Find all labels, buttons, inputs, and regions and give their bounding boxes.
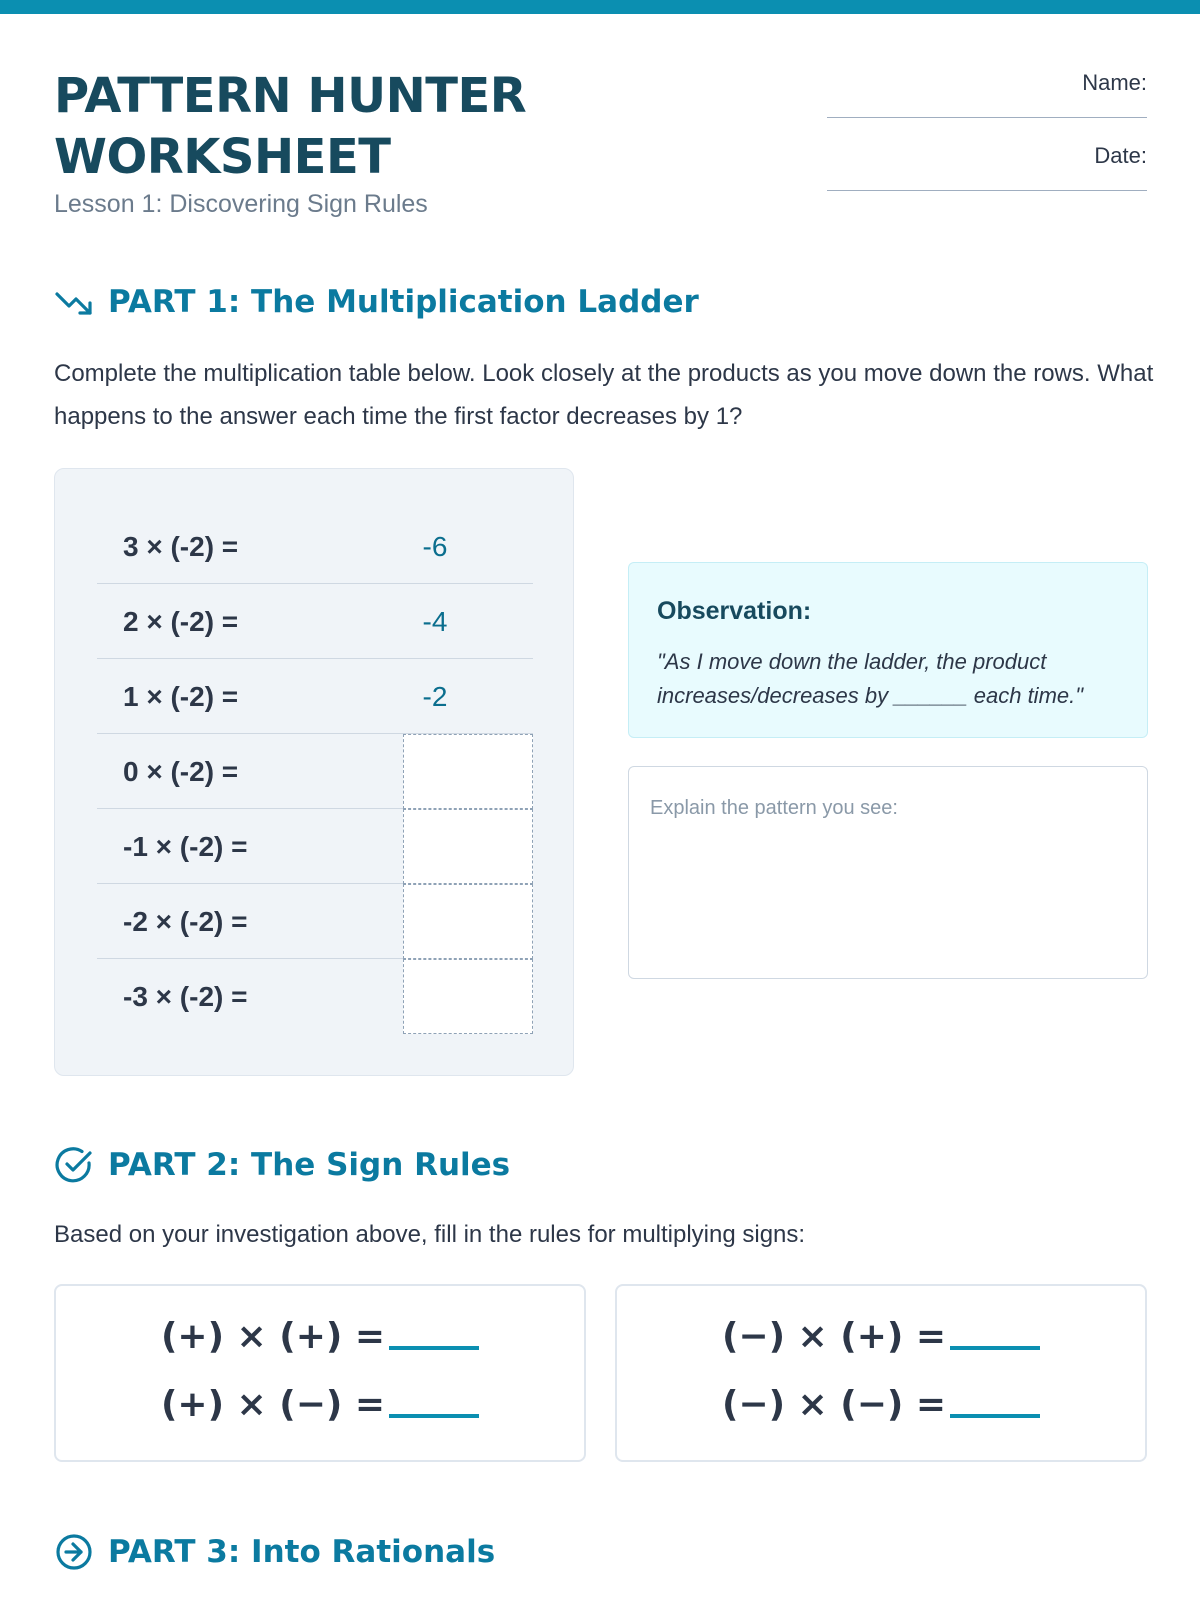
ladder-row (97, 959, 533, 1034)
answer-blank[interactable] (403, 734, 533, 809)
part2-instructions: Based on your investigation above, fill in the rules for multiplying signs: (54, 1221, 806, 1248)
ladder-row (97, 584, 533, 659)
part1-heading (54, 282, 699, 322)
explain-pattern-box[interactable] (628, 766, 1148, 979)
part3-heading (54, 1532, 495, 1572)
page-title: PATTERN HUNTER WORKSHEET (54, 68, 527, 185)
sign-rules-box-positive (54, 1284, 586, 1462)
sign-rule (56, 1316, 584, 1357)
observation-box (628, 562, 1148, 738)
ladder-row (97, 509, 533, 584)
answer-blank[interactable] (403, 959, 533, 1034)
top-accent-bar (0, 0, 1200, 14)
ladder-equation: 0 × (-2) = (123, 756, 239, 787)
name-field[interactable] (827, 70, 1147, 118)
ladder-equation: 2 × (-2) = (123, 606, 239, 637)
name-label: Name: (1082, 70, 1147, 95)
ladder-equation: 1 × (-2) = (123, 681, 239, 712)
part3-heading-text: PART 3: Into Rationals (108, 1534, 496, 1570)
ladder-answer: -4 (422, 606, 448, 637)
answer-blank[interactable] (403, 884, 533, 959)
explain-placeholder: Explain the pattern you see: (650, 797, 898, 819)
arrow-right-circle-icon (54, 1532, 94, 1572)
part2-heading (54, 1145, 510, 1185)
ladder-row (97, 659, 533, 734)
sign-rule-text: (−) × (−) = (721, 1384, 947, 1425)
part2-heading-text: PART 2: The Sign Rules (108, 1147, 511, 1183)
ladder-row (97, 884, 533, 959)
sign-rule (617, 1316, 1145, 1357)
ladder-row (97, 809, 533, 884)
answer-blank[interactable] (403, 809, 533, 884)
rule-blank[interactable] (950, 1346, 1040, 1350)
part1-heading-text: PART 1: The Multiplication Ladder (108, 284, 699, 320)
rule-blank[interactable] (389, 1414, 479, 1418)
ladder-answer: -6 (422, 531, 448, 562)
date-field[interactable] (827, 143, 1147, 191)
ladder-answer: -2 (422, 681, 448, 712)
sign-rule (617, 1384, 1145, 1425)
observation-text: "As I move down the ladder, the product increases/decreases by ______ each time." (657, 649, 1084, 708)
ladder-equation: 3 × (-2) = (123, 531, 239, 562)
part1-instructions: Complete the multiplication table below. Look closely at the products as you move down the rows. What happens to the answer each time the first factor decreases by 1? (54, 360, 1154, 430)
sign-rule-text: (−) × (+) = (721, 1316, 947, 1357)
rule-blank[interactable] (950, 1414, 1040, 1418)
sign-rule-text: (+) × (−) = (160, 1384, 386, 1425)
ladder-row (97, 734, 533, 809)
observation-title: Observation: (657, 597, 812, 625)
check-circle-icon (54, 1145, 94, 1185)
ladder-equation: -2 × (-2) = (123, 906, 248, 937)
ladder-equation: -1 × (-2) = (123, 831, 248, 862)
trending-down-icon (54, 282, 94, 322)
page-subtitle: Lesson 1: Discovering Sign Rules (54, 190, 428, 218)
multiplication-ladder (54, 468, 574, 1076)
ladder-equation: -3 × (-2) = (123, 981, 248, 1012)
date-label: Date: (1094, 143, 1147, 168)
rule-blank[interactable] (389, 1346, 479, 1350)
sign-rule (56, 1384, 584, 1425)
sign-rules-box-negative (615, 1284, 1147, 1462)
sign-rule-text: (+) × (+) = (160, 1316, 386, 1357)
